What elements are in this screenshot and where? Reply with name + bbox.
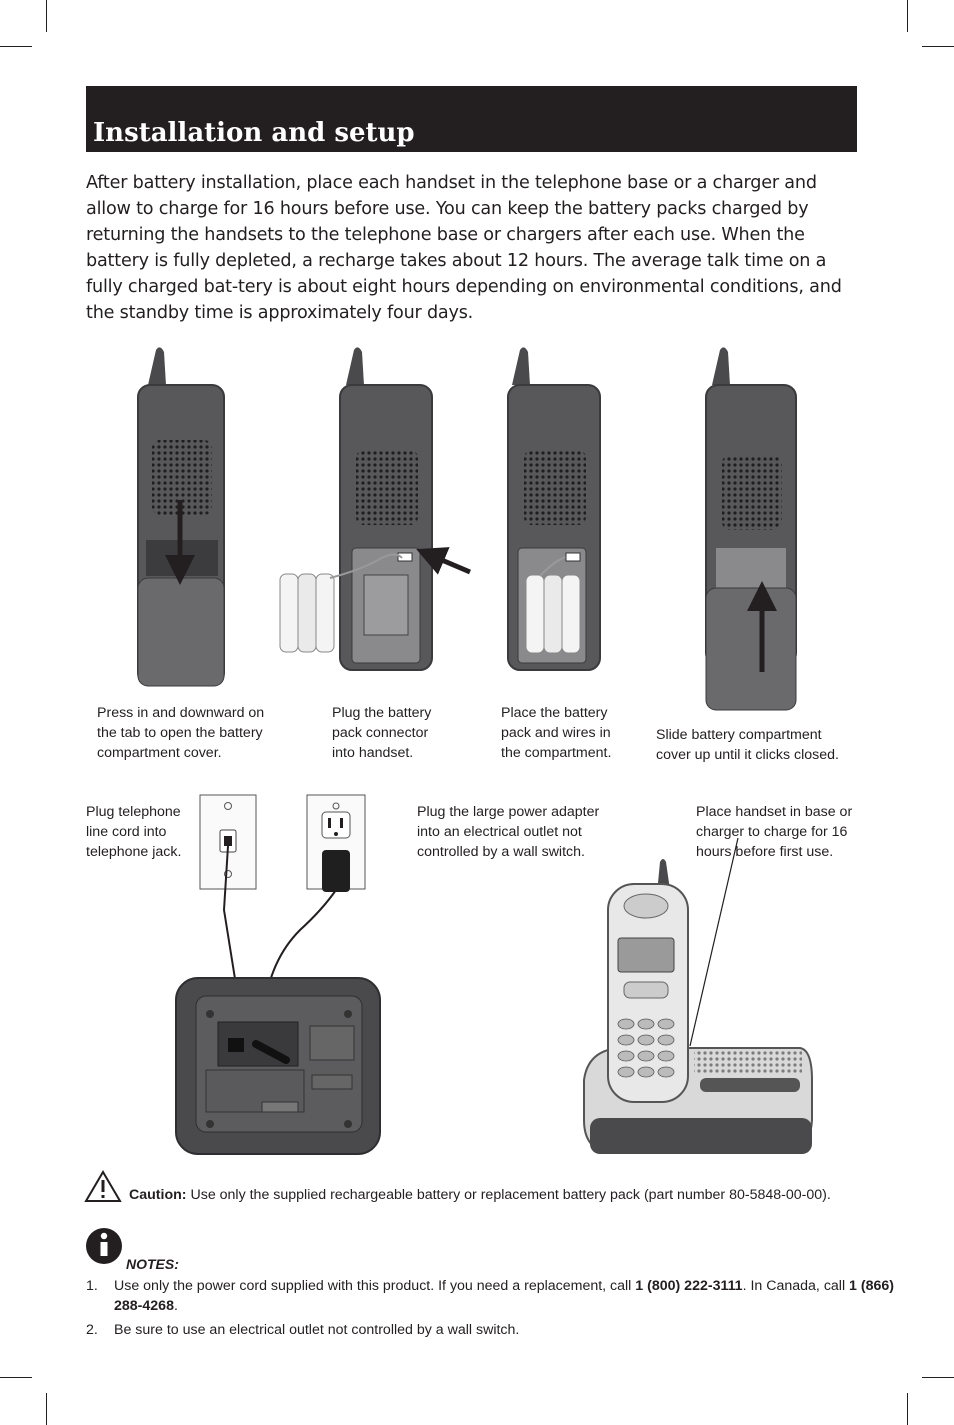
handset-battery-placed [508, 347, 600, 670]
handset-battery-connector [280, 347, 470, 670]
caution-label: Caution: [129, 1187, 187, 1203]
info-circle-icon [86, 1228, 122, 1264]
handset-open-cover [138, 347, 224, 686]
telephone-base-underside [176, 978, 380, 1154]
battery-pack [280, 574, 334, 652]
caption-power-adapter: Plug the large power adapter into an electrical outlet not controlled by a wall switch. [417, 804, 600, 860]
note-number: 1. [86, 1278, 98, 1294]
caution-text: Use only the supplied rechargeable battery or replacement battery pack (part number 80-5848-00-00). [186, 1187, 831, 1203]
handset-close-cover [706, 347, 796, 710]
intro-paragraph: After battery installation, place each handset in the telephone base or a charger and allow to charge for 16 hours before use. You can keep the battery packs charged by returning the handsets to the telephone base or chargers after each use. When the battery is fully depleted, a recharge takes about 12 hours. The average talk time on a fully charged bat-tery is about eight hours depending on environmental conditions, and the standby time is approximately four days. [86, 173, 842, 323]
electrical-outlet-plate [307, 795, 365, 892]
step-caption-connect-battery: Plug the battery pack connector into handset. [332, 705, 432, 761]
caption-charge-handset: Place handset in base or charger to charge for 16 hours before first use. [696, 804, 853, 860]
note-number: 2. [86, 1322, 98, 1338]
support-phone-us: 1 (800) 222-3111 [635, 1278, 743, 1294]
caption-telephone-jack: Plug telephone line cord into telephone jack. [86, 804, 182, 860]
step-caption-open-cover: Press in and downward on the tab to open the battery compartment cover. [97, 705, 265, 761]
support-phone-canada: 1 (866) 288-4268 [114, 1278, 894, 1314]
step-caption-close-cover: Slide battery compartment cover up until it clicks closed. [656, 727, 839, 763]
note-item: 1. Use only the power cord supplied with this product. If you need a replacement, call 1 (800) 222-3111. In Canada, call 1 (866) 288-4268. [86, 1278, 894, 1314]
notes-list [86, 1276, 906, 1344]
page-title: Installation and setup [93, 118, 415, 148]
caution-note [86, 1187, 949, 1203]
telephone-jack-plate [200, 795, 256, 889]
notes-title: NOTES: [126, 1256, 179, 1272]
step-caption-place-battery: Place the battery pack and wires in the compartment. [501, 705, 612, 761]
note-item: 2. Be sure to use an electrical outlet not controlled by a wall switch. [86, 1322, 520, 1338]
handset-in-charging-base [584, 838, 812, 1154]
